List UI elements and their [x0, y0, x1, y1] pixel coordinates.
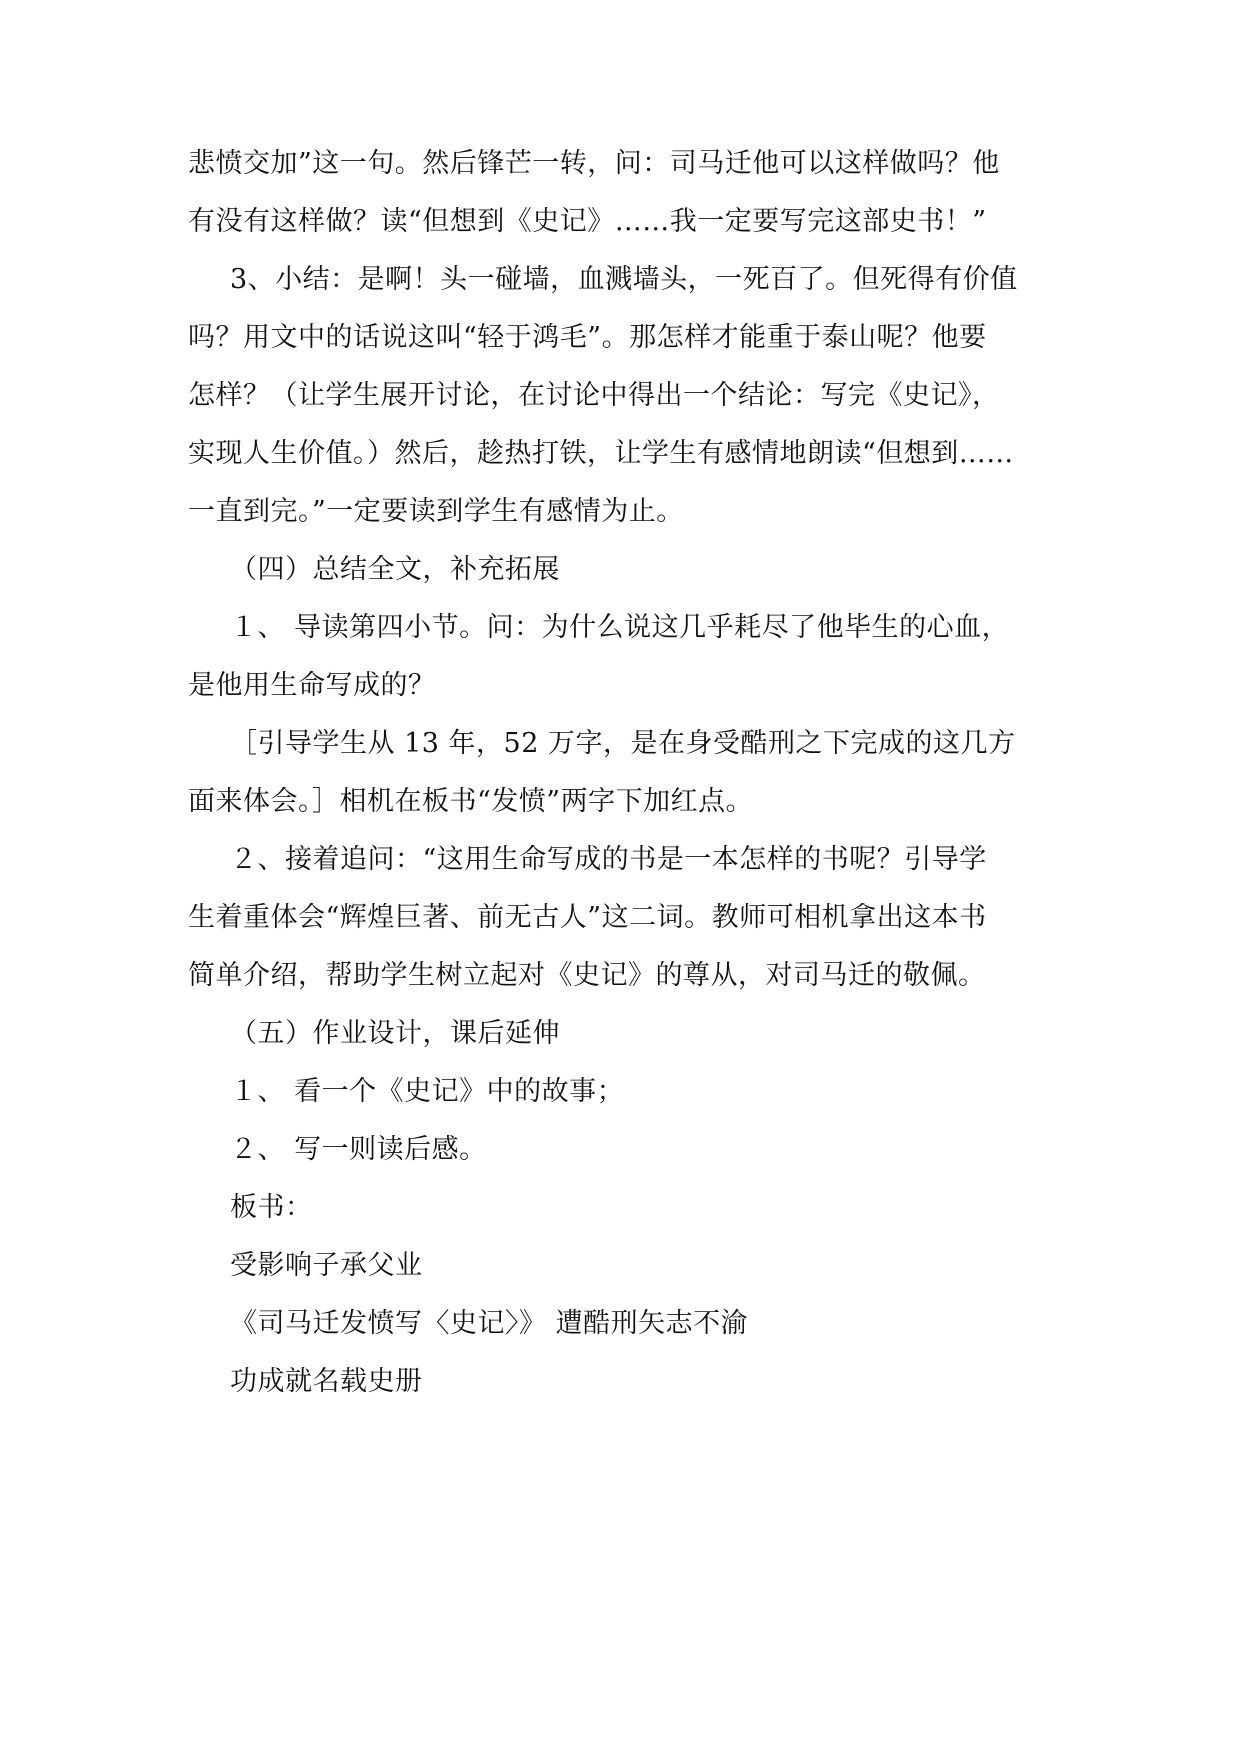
section-heading-4: （四）总结全文，补充拓展: [230, 554, 560, 585]
paragraph-line-13: ２、接着追问：“这用生命写成的书是一本怎样的书呢？引导学: [230, 844, 987, 875]
paragraph-line-6: 实现人生价值。）然后，趁热打铁，让学生有感情地朗读“但想到……: [188, 438, 1014, 469]
paragraph-line-4: 吗？用文中的话说这叫“轻于鸿毛”。那怎样才能重于泰山呢？他要: [188, 322, 987, 353]
paragraph-line-9: １、 导读第四小节。问：为什么说这几乎耗尽了他毕生的心血，: [230, 612, 1010, 643]
paragraph-line-15: 简单介绍，帮助学生树立起对《史记》的尊从，对司马迁的敬佩。: [188, 960, 986, 991]
paragraph-line-11: ［引导学生从 13 年，52 万字，是在身受酷刑之下完成的这几方: [230, 728, 1016, 759]
board-line-3: 功成就名载史册: [230, 1366, 423, 1397]
homework-item-1: １、 看一个《史记》中的故事；: [230, 1076, 625, 1107]
paragraph-line-5: 怎样？（让学生展开讨论，在讨论中得出一个结论：写完《史记》，: [188, 380, 1000, 411]
paragraph-line-12: 面来体会。］相机在板书“发愤”两字下加红点。: [188, 786, 754, 817]
board-heading: 板书：: [230, 1192, 313, 1223]
paragraph-line-2: 有没有这样做？读“但想到《史记》……我一定要写完这部史书！”: [188, 206, 987, 237]
paragraph-line-7: 一直到完。”一定要读到学生有感情为止。: [188, 496, 684, 527]
paragraph-line-10: 是他用生命写成的？: [188, 670, 436, 701]
board-line-1: 受影响子承父业: [230, 1250, 423, 1281]
section-heading-5: （五）作业设计，课后延伸: [230, 1018, 560, 1049]
board-line-2: 《司马迁发愤写〈史记〉》 遭酷刑矢志不渝: [230, 1308, 749, 1339]
paragraph-line-1: 悲愤交加”这一句。然后锋芒一转，问：司马迁他可以这样做吗？他: [188, 148, 1000, 179]
paragraph-line-3: 3、小结：是啊！头一碰墙，血溅墙头，一死百了。但死得有价值: [230, 264, 1018, 295]
paragraph-line-14: 生着重体会“辉煌巨著、前无古人”这二词。教师可相机拿出这本书: [188, 902, 987, 933]
homework-item-2: ２、 写一则读后感。: [230, 1134, 487, 1165]
